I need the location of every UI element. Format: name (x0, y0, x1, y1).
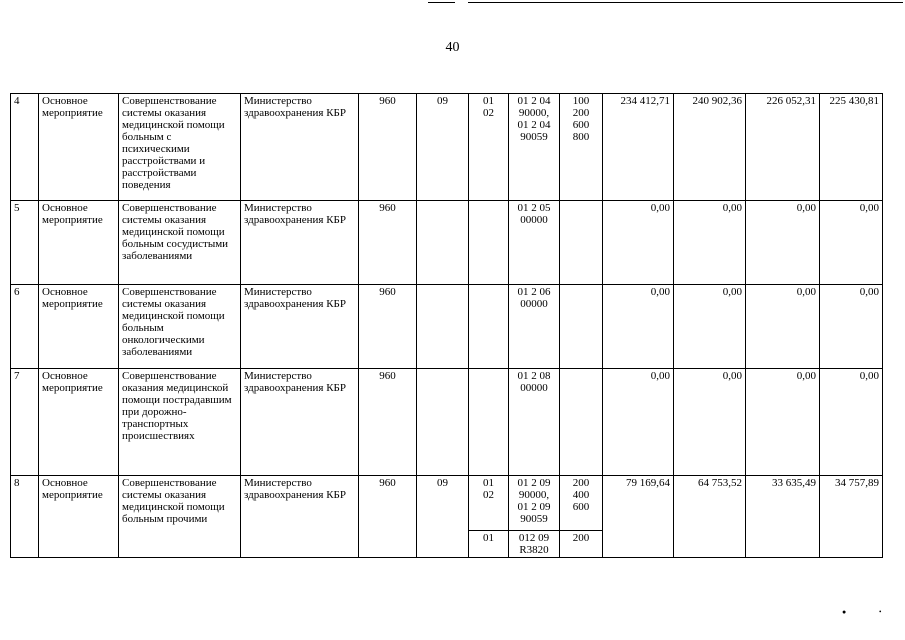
table-row (11, 201, 883, 285)
amount-year-4: 0,00 (820, 201, 883, 285)
activity-name: Совершенствование системы оказания медицинской помощи больным онкологическими заболеваниями (119, 285, 241, 369)
row-number: 5 (11, 201, 39, 285)
activity-name: Совершенствование системы оказания медицинской помощи больным сосудистыми заболеваниями (119, 201, 241, 285)
csr-code: 01 2 06 00000 (509, 285, 560, 369)
grbs-code: 960 (359, 94, 417, 201)
amount-year-3: 0,00 (746, 369, 820, 476)
executor: Министерство здравоохранения КБР (241, 201, 359, 285)
activity-name: Совершенствование оказания медицинской помощи пострадавшим при дорожно-транспортных происшествиях (119, 369, 241, 476)
program-activities-table (10, 93, 883, 558)
table-row (11, 94, 883, 201)
row-number: 8 (11, 476, 39, 558)
amount-year-1: 0,00 (603, 201, 674, 285)
amount-year-2: 240 902,36 (674, 94, 746, 201)
header-rule-long (468, 2, 903, 3)
pr-code (469, 285, 509, 369)
executor: Министерство здравоохранения КБР (241, 476, 359, 558)
activity-type: Основное мероприятие (39, 476, 119, 558)
amount-year-1: 0,00 (603, 369, 674, 476)
csr-code: 01 2 04 90000, 01 2 04 90059 (509, 94, 560, 201)
vr-code: 200 (560, 531, 603, 558)
csr-code: 01 2 09 90000, 01 2 09 90059 (509, 476, 560, 531)
executor: Министерство здравоохранения КБР (241, 285, 359, 369)
vr-code (560, 369, 603, 476)
row-number: 7 (11, 369, 39, 476)
rz-code (417, 285, 469, 369)
pr-code: 01 02 (469, 94, 509, 201)
pr-code: 01 02 (469, 476, 509, 531)
amount-year-3: 0,00 (746, 285, 820, 369)
activity-type: Основное мероприятие (39, 369, 119, 476)
row-number: 4 (11, 94, 39, 201)
amount-year-4: 34 757,89 (820, 476, 883, 558)
amount-year-4: 0,00 (820, 369, 883, 476)
executor: Министерство здравоохранения КБР (241, 369, 359, 476)
rz-code: 09 (417, 94, 469, 201)
amount-year-2: 64 753,52 (674, 476, 746, 558)
grbs-code: 960 (359, 476, 417, 558)
amount-year-2: 0,00 (674, 201, 746, 285)
scan-mark: • (879, 608, 882, 616)
activity-name: Совершенствование системы оказания медицинской помощи больным прочими (119, 476, 241, 558)
rz-code (417, 201, 469, 285)
amount-year-3: 0,00 (746, 201, 820, 285)
grbs-code: 960 (359, 201, 417, 285)
executor: Министерство здравоохранения КБР (241, 94, 359, 201)
activity-type: Основное мероприятие (39, 285, 119, 369)
amount-year-1: 234 412,71 (603, 94, 674, 201)
scan-mark: ● (842, 608, 847, 616)
amount-year-2: 0,00 (674, 369, 746, 476)
table-row (11, 369, 883, 476)
grbs-code: 960 (359, 285, 417, 369)
pr-code (469, 369, 509, 476)
rz-code (417, 369, 469, 476)
grbs-code: 960 (359, 369, 417, 476)
amount-year-2: 0,00 (674, 285, 746, 369)
csr-code: 01 2 05 00000 (509, 201, 560, 285)
vr-code: 200 400 600 (560, 476, 603, 531)
amount-year-1: 0,00 (603, 285, 674, 369)
page-number: 40 (445, 40, 460, 55)
amount-year-4: 225 430,81 (820, 94, 883, 201)
rz-code: 09 (417, 476, 469, 558)
amount-year-1: 79 169,64 (603, 476, 674, 558)
activity-name: Совершенствование системы оказания медицинской помощи больным с психическими расстройствами и расстройствами поведения (119, 94, 241, 201)
table-row (11, 285, 883, 369)
vr-code (560, 285, 603, 369)
header-rule-short (428, 2, 455, 3)
activity-type: Основное мероприятие (39, 94, 119, 201)
csr-code: 01 2 08 00000 (509, 369, 560, 476)
amount-year-4: 0,00 (820, 285, 883, 369)
amount-year-3: 33 635,49 (746, 476, 820, 558)
pr-code: 01 (469, 531, 509, 558)
pr-code (469, 201, 509, 285)
table-row (11, 476, 883, 531)
vr-code (560, 201, 603, 285)
row-number: 6 (11, 285, 39, 369)
activity-type: Основное мероприятие (39, 201, 119, 285)
amount-year-3: 226 052,31 (746, 94, 820, 201)
csr-code: 012 09 R3820 (509, 531, 560, 558)
vr-code: 100 200 600 800 (560, 94, 603, 201)
